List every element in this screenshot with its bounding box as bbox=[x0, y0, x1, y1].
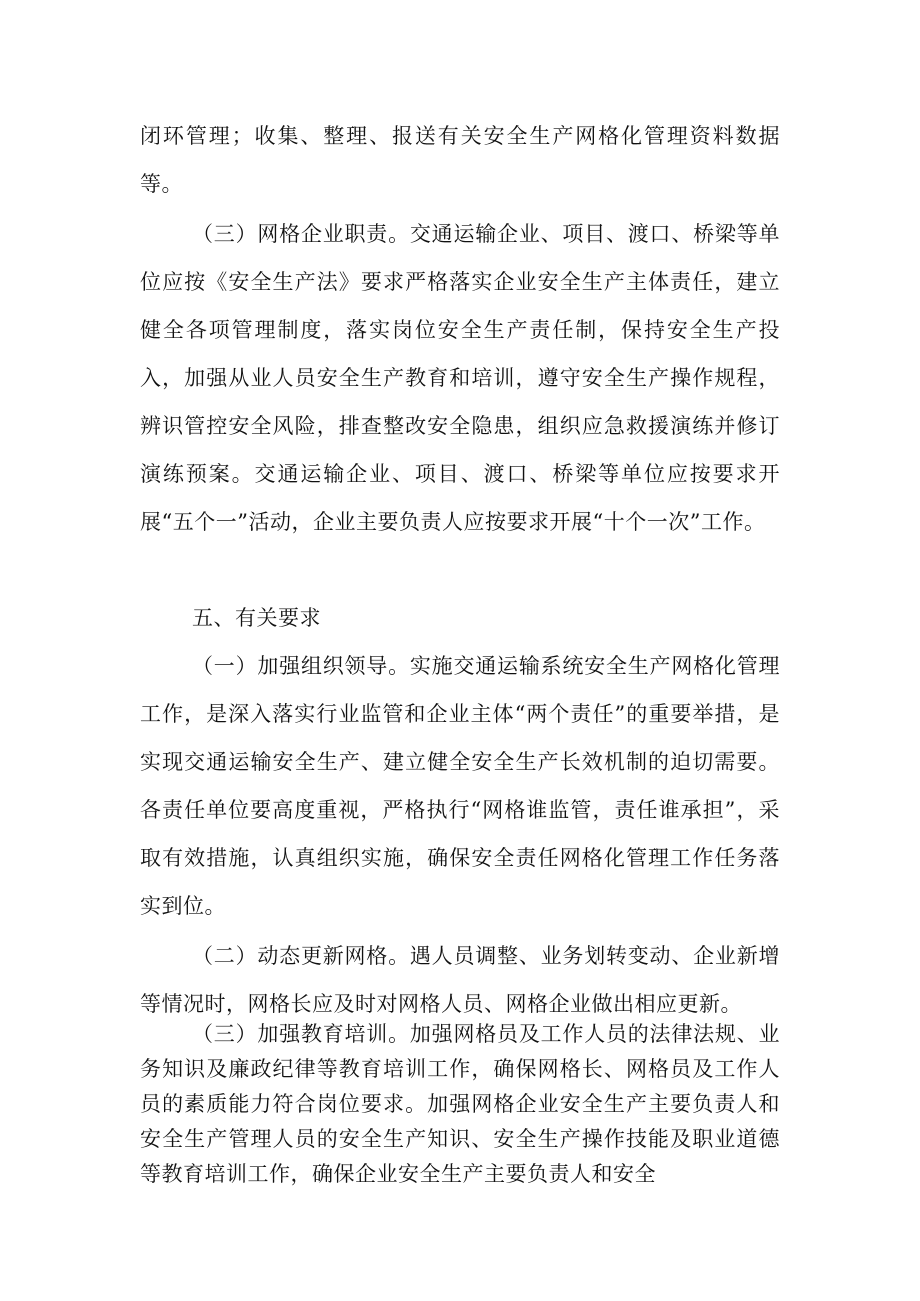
paragraph-strengthen-leadership: （一）加强组织领导。实施交通运输系统安全生产网格化管理工作，是深入落实行业监管和企业主体“两个责任”的重要举措，是实现交通运输安全生产、建立健全安全生产长效机制的迫切需要。各责任单位要高度重视，严格执行“网格谁监管，责任谁承担”，采取有效措施，认真组织实施，确保安全责任网格化管理工作任务落实到位。 bbox=[140, 654, 780, 918]
paragraph-continuation: 闭环管理；收集、整理、报送有关安全生产网格化管理资料数据等。 bbox=[140, 124, 780, 196]
paragraph-education-training: （三）加强教育培训。加强网格员及工作人员的法律法规、业务知识及廉政纪律等教育培训工作，确保网格长、网格员及工作人员的素质能力符合岗位要求。加强网格企业安全生产主要负责人和安全生产管理人员的安全生产知识、安全生产操作技能及职业道德等教育培训工作，确保企业安全生产主要负责人和安全 bbox=[140, 1022, 780, 1186]
section-heading-requirements: 五、有关要求 bbox=[192, 606, 321, 630]
paragraph-update-grid: （二）动态更新网格。遇人员调整、业务划转变动、企业新增等情况时，网格长应及时对网格人员、网格企业做出相应更新。 bbox=[140, 944, 780, 1016]
paragraph-grid-enterprise-duties: （三）网格企业职责。交通运输企业、项目、渡口、桥梁等单位应按《安全生产法》要求严格落实企业安全生产主体责任，建立健全各项管理制度，落实岗位安全生产责任制，保持安全生产投入，加强从业人员安全生产教育和培训，遵守安全生产操作规程，辨识管控安全风险，排查整改安全隐患，组织应急救援演练并修订演练预案。交通运输企业、项目、渡口、桥梁等单位应按要求开展“五个一”活动，企业主要负责人应按要求开展“十个一次”工作。 bbox=[140, 222, 780, 534]
